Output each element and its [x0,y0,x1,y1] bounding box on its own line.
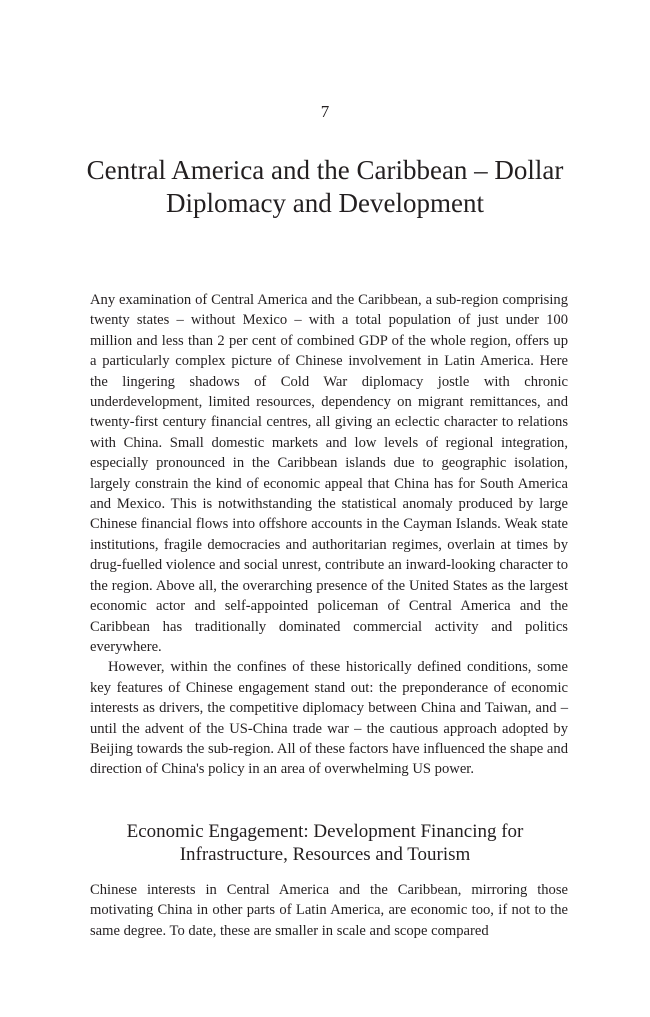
section-heading-line-2: Infrastructure, Resources and Tourism [179,844,471,865]
chapter-title-line-1: Central America and the Caribbean – Dollar [86,155,564,185]
intro-paragraph-2: However, within the confines of these historically defined conditions, some key features of Chinese engagement stand out: the preponderance of economic interests as drivers, the competitive diplomacy between China and Taiwan, and – until the advent of the US-China trade war – the cautious approach adopted by Beijing towards the sub-region. All of these factors have influenced the shape and direction of China's policy in an area of overwhelming US power. [90,659,568,778]
section-heading [60,820,590,866]
section-text [90,880,568,941]
intro-text [90,290,568,780]
chapter-number: 7 [320,102,330,121]
chapter-title [60,154,590,220]
chapter-title-line-2: Diplomacy and Development [166,188,484,218]
section-paragraph-1: Chinese interests in Central America and the Caribbean, mirroring those motivating China in other parts of Latin America, are economic too, if not to the same degree. To date, these are smaller in scale and scope compared [90,882,568,939]
intro-paragraph-1: Any examination of Central America and the Caribbean, a sub-region comprising twenty states – without Mexico – with a total population of just under 100 million and less than 2 per cent of combined GDP of the whole region, offers up a particularly complex picture of Chinese involvement in Latin America. Here the lingering shadows of Cold War diplomacy jostle with chronic underdevelopment, limited resources, dependency on migrant remittances, and twenty-first century financial centres, all giving an eclectic character to relations with China. Small domestic markets and low levels of regional integration, especially pronounced in the Caribbean islands due to geographic isolation, largely constrain the kind of economic appeal that China has for South America and Mexico. This is notwithstanding the statistical anomaly produced by large Chinese financial flows into offshore accounts in the Cayman Islands. Weak state institutions, fragile democracies and authoritarian regimes, overlain at times by drug-fuelled violence and social unrest, contribute an inward-looking character to the region. Above all, the overarching presence of the United States as the largest economic actor and self-appointed policeman of Central America and the Caribbean has traditionally dominated commercial activity and politics everywhere. [90,292,568,655]
section-heading-line-1: Economic Engagement: Development Financing for [126,821,524,842]
